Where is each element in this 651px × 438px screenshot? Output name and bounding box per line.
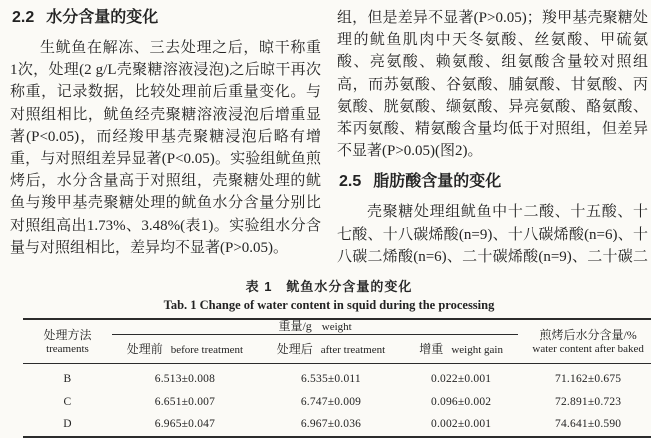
section-number: 2.2 xyxy=(12,9,35,26)
col-header-moisture xyxy=(518,319,651,364)
section-number: 2.5 xyxy=(339,173,362,191)
text-line: 烤后，水分含量高于对照组，壳聚糖处理的鱿 xyxy=(10,173,321,190)
cell-water-content: 74.641±0.590 xyxy=(555,418,622,431)
text-line: 组，但是差异不显著(P>0.05)；羧甲基壳聚糖处 xyxy=(337,10,648,26)
right-column xyxy=(337,7,648,268)
water-content-table xyxy=(23,318,651,438)
col-header-gain xyxy=(404,335,518,364)
col-header-before xyxy=(112,335,258,364)
section-title: 脂肪酸含量的变化 xyxy=(373,173,502,191)
table-1-block xyxy=(10,279,648,438)
cell-water-content: 72.891±0.723 xyxy=(555,395,622,408)
col-header-gain-zh: 增重 xyxy=(419,342,444,357)
col-group-weight-zh: 重量/g xyxy=(278,319,312,334)
cell-treatment: B xyxy=(63,373,72,386)
table-row xyxy=(23,413,651,437)
cell-treatment: D xyxy=(63,418,72,431)
text-line: 酸、亮氨酸、赖氨酸、组氨酸含量较对照组 xyxy=(337,54,648,71)
text-line: 氨酸、胱氨酸、缬氨酸、异亮氨酸、酪氨酸、 xyxy=(337,98,648,115)
table-row xyxy=(23,391,651,414)
col-header-before-zh: 处理前 xyxy=(126,342,163,357)
cell-weight-gain: 0.096±0.002 xyxy=(431,395,492,408)
section-2-5-paragraph xyxy=(337,201,648,268)
text-line: 高，而苏氨酸、谷氨酸、脯氨酸、甘氨酸、丙 xyxy=(337,76,648,93)
section-2-2-paragraph xyxy=(10,37,321,259)
col-header-method-en: treaments xyxy=(46,342,89,355)
col-group-weight-en: weight xyxy=(321,321,352,334)
cell-treatment: C xyxy=(63,395,72,408)
table-title-zh: 表 1 鱿鱼水分含量的变化 xyxy=(245,279,413,295)
text-line: 称重，记录数据，比较处理前后重量变化。与 xyxy=(10,84,321,101)
section-2-5-heading xyxy=(339,172,648,192)
table-row xyxy=(23,364,651,391)
text-line: 鱼与羧甲基壳聚糖处理的鱿鱼水分含量分别比 xyxy=(10,195,321,212)
text-line: 八碳二烯酸(n=6)、二十碳烯酸(n=9)、二十碳二 xyxy=(337,248,648,265)
cell-before-weight: 6.513±0.008 xyxy=(154,373,216,386)
text-line: 对照组高出1.73%、3.48%(表1)。实验组水分含 xyxy=(10,217,321,234)
col-header-gain-en: weight gain xyxy=(451,344,503,357)
text-line: 苯丙氨酸、精氨酸含量均低于对照组，但差异 xyxy=(337,121,648,138)
text-line: 壳聚糖处理组鱿鱼中十二酸、十五酸、十 xyxy=(367,204,648,221)
text-line: 重，与对照组差异显著(P<0.05)。实验组鱿鱼煎 xyxy=(10,151,321,168)
col-header-after-en: after treatment xyxy=(320,344,386,357)
table-body xyxy=(23,364,651,437)
text-line: 不显著(P>0.05)(图2)。 xyxy=(337,143,483,160)
table-header xyxy=(23,319,651,364)
cell-before-weight: 6.651±0.007 xyxy=(154,395,216,408)
text-line: 1次，处理(2 g/L壳聚糖溶液浸泡)之后晾干再次 xyxy=(10,62,321,79)
col-header-moisture-en: water content after baked xyxy=(532,342,644,355)
table-title-en: Tab. 1 Change of water content in squid during the processing xyxy=(163,298,495,313)
text-line: 七酸、十八碳烯酸(n=9)、十八碳烯酸(n=6)、十 xyxy=(337,226,648,243)
cell-before-weight: 6.965±0.047 xyxy=(154,418,216,431)
left-column xyxy=(10,7,321,268)
cell-after-weight: 6.535±0.011 xyxy=(301,373,361,386)
col-header-method-zh: 处理方法 xyxy=(43,327,92,342)
text-line: 量与对照组相比，差异均不显著(P>0.05)。 xyxy=(10,239,289,256)
col-header-method xyxy=(23,319,112,364)
cell-weight-gain: 0.002±0.001 xyxy=(431,418,492,431)
cell-after-weight: 6.747±0.009 xyxy=(300,395,362,408)
text-line: 著(P<0.05)，而经羧甲基壳聚糖浸泡后略有增 xyxy=(10,128,321,145)
col-header-moisture-zh: 煎烤后水分含量/% xyxy=(539,327,637,342)
cell-after-weight: 6.967±0.036 xyxy=(300,418,362,431)
cell-water-content: 71.162±0.675 xyxy=(555,373,622,386)
section-title: 水分含量的变化 xyxy=(46,9,159,26)
col-header-after-zh: 处理后 xyxy=(276,342,313,357)
col-header-before-en: before treatment xyxy=(170,344,244,357)
text-line: 对照组相比，鱿鱼经壳聚糖溶液浸泡后增重显 xyxy=(10,106,321,123)
cell-weight-gain: 0.022±0.001 xyxy=(431,373,492,386)
col-group-weight xyxy=(112,319,518,335)
continued-paragraph xyxy=(337,7,648,162)
text-line: 理的鱿鱼肌肉中天冬氨酸、丝氨酸、甲硫氨 xyxy=(337,32,648,49)
text-line: 生鱿鱼在解冻、三去处理之后，晾干称重 xyxy=(40,40,321,56)
col-header-after xyxy=(258,335,404,364)
text-columns xyxy=(10,7,648,268)
section-2-2-heading xyxy=(12,8,321,28)
